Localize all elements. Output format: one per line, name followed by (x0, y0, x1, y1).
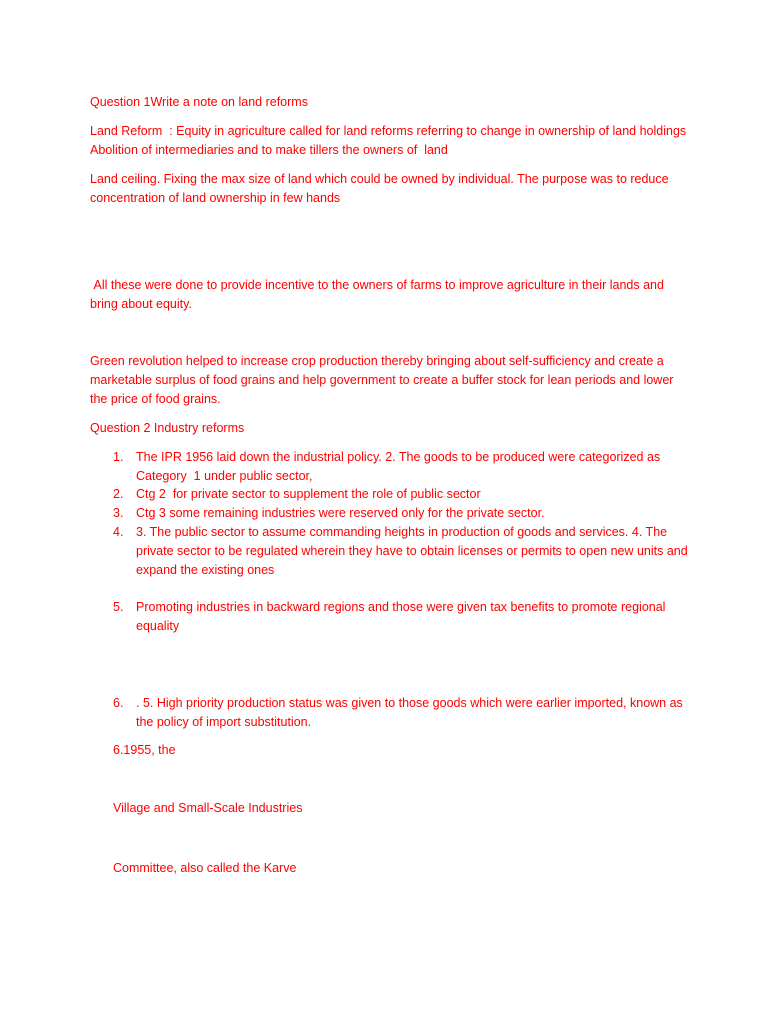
question-2-heading: Question 2 Industry reforms (90, 421, 245, 435)
incentive-paragraph: All these were done to provide incentive to the owners of farms to improve agriculture in their lands and bring about equity. (90, 278, 668, 311)
list-item: The IPR 1956 laid down the industrial policy. 2. The goods to be produced were categorized as Category 1 under public sector, (136, 450, 664, 483)
list-item: Ctg 3 some remaining industries were reserved only for the private sector. (136, 506, 545, 520)
green-revolution-paragraph: Green revolution helped to increase crop production thereby bringing about self-sufficiency and create a marketable surplus of food grains and help government to create a buffer stock for lean periods and lower the price of food grains. (90, 354, 677, 406)
list-item: Ctg 2 for private sector to supplement the role of public sector (136, 487, 481, 501)
village-industries-line: Village and Small-Scale Industries (113, 801, 303, 815)
land-ceiling-paragraph: Land ceiling. Fixing the max size of land which could be owned by individual. The purpose was to reduce concentration of land ownership in few hands (90, 172, 673, 205)
list-number: 2. (113, 487, 124, 501)
land-reform-paragraph: Land Reform : Equity in agriculture called for land reforms referring to change in ownership of land holdings Abolition of intermediaries and to make tillers the owners of land (90, 124, 689, 157)
list-item: Promoting industries in backward regions and those were given tax benefits to promote regional equality (136, 600, 669, 633)
list-number: 3. (113, 506, 124, 520)
list-number: 1. (113, 450, 124, 464)
note-1955-line: 6.1955, the (113, 743, 176, 757)
list-number: 5. (113, 600, 124, 614)
list-item: 3. The public sector to assume commanding heights in production of goods and services. 4. The private sector to be regulated wherein they have to obtain licenses or permits to open new units and expand the existing ones (136, 525, 692, 577)
list-number: 6. (113, 696, 124, 710)
list-number: 4. (113, 525, 124, 539)
question-1-heading: Question 1Write a note on land reforms (90, 95, 308, 109)
karve-committee-line: Committee, also called the Karve (113, 861, 297, 875)
list-item: . 5. High priority production status was given to those goods which were earlier imported, known as the policy of import substitution. (136, 696, 687, 729)
